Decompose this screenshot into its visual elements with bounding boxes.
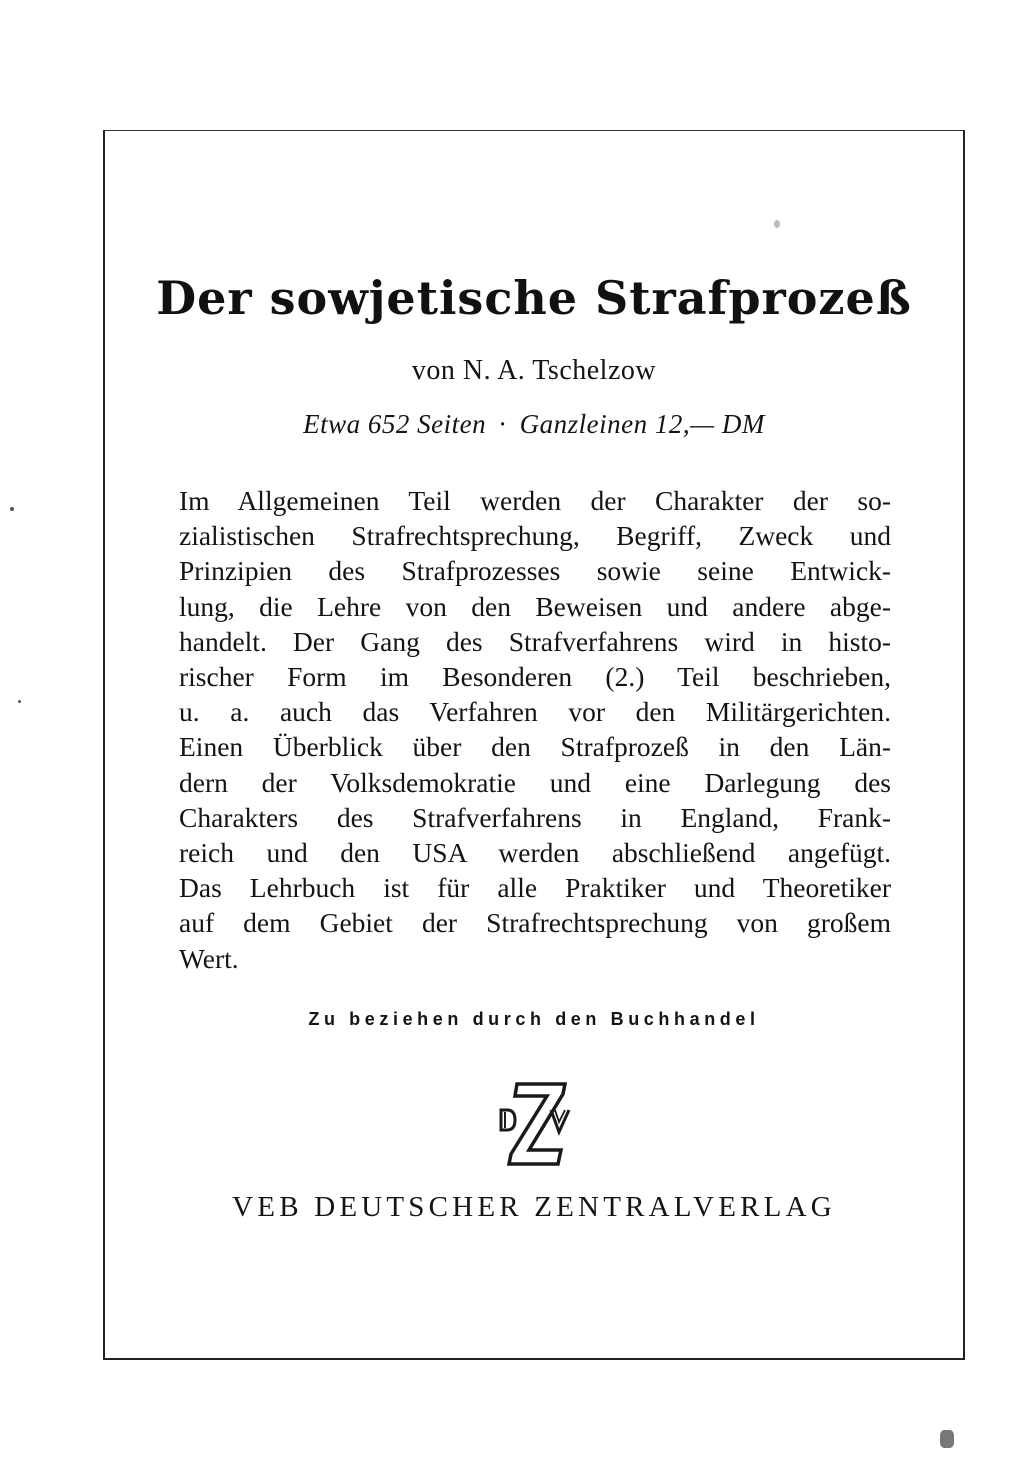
description-line: handelt. Der Gang des Strafverfahrens wird in histo- [179, 625, 891, 657]
scan-speck [18, 700, 21, 703]
scan-speck [10, 507, 14, 511]
description-line: rischer Form im Besonderen (2.) Teil beschrieben, [179, 661, 891, 693]
book-author: von N. A. Tschelzow [411, 355, 657, 386]
binding-price: Ganzleinen 12,— DM [519, 409, 765, 439]
description-line: Wert. [179, 942, 239, 974]
details-separator: · [498, 409, 508, 439]
description-line: auf dem Gebiet der Strafrechtsprechung von großem [179, 907, 891, 939]
description-line: Im Allgemeinen Teil werden der Charakter der so- [179, 485, 891, 516]
description-line: u. a. auch das Verfahren vor den Militärgerichten. [179, 696, 891, 728]
description-line: reich und den USA werden abschließend angefügt. [179, 837, 891, 869]
purchase-note: Zu beziehen durch den Buchhandel [308, 1009, 760, 1029]
scan-speck [940, 1430, 954, 1448]
description-line: Das Lehrbuch ist für alle Praktiker und Theoretiker [179, 872, 891, 904]
scan-speck [774, 220, 780, 228]
publisher-name: VEB DEUTSCHER ZENTRALVERLAG [232, 1191, 836, 1223]
book-title: Der sowjetische Strafprozeß [156, 271, 912, 325]
book-description [179, 483, 891, 976]
page-count: Etwa 652 Seiten [303, 409, 487, 439]
publisher-logo [495, 1076, 575, 1171]
description-line: Einen Überblick über den Strafprozeß in den Län- [179, 731, 891, 763]
logo-d-shape [501, 1110, 515, 1130]
advert-frame [103, 130, 965, 1360]
description-line: dern der Volksdemokratie und eine Darlegung des [179, 766, 891, 798]
description-line: Prinzipien des Strafprozesses sowie seine Entwick- [179, 555, 891, 587]
description-line: lung, die Lehre von den Beweisen und andere abge- [179, 590, 891, 622]
book-details [105, 409, 963, 440]
description-line: zialistischen Strafrechtsprechung, Begriff, Zweck und [179, 520, 891, 552]
description-line: Charakters des Strafverfahrens in England, Frank- [179, 801, 891, 833]
